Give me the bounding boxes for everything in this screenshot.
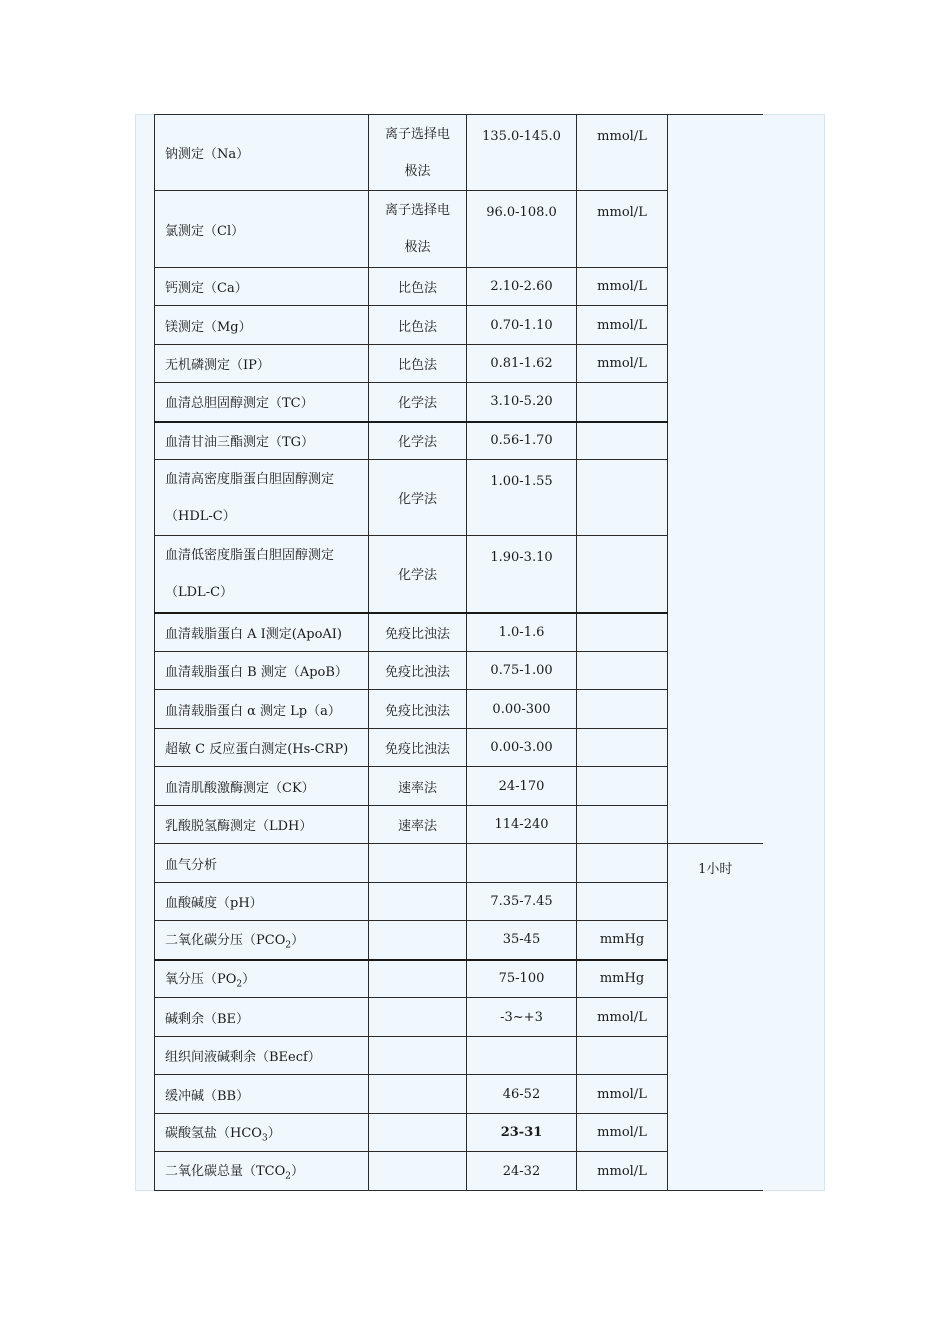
unit	[577, 883, 668, 921]
reference-range: 75-100	[467, 960, 577, 998]
test-method: 速率法	[369, 806, 467, 844]
test-method	[369, 844, 467, 883]
reference-range: 0.70-1.10	[467, 306, 577, 345]
blood-gas-turnaround-time: 1小时	[668, 844, 763, 1191]
turnaround-time	[668, 115, 763, 844]
test-name: 缓冲碱（BB）	[155, 1075, 369, 1114]
test-method: 化学法	[369, 383, 467, 422]
reference-range: 23-31	[467, 1114, 577, 1152]
unit	[577, 460, 668, 536]
test-method: 化学法	[369, 422, 467, 460]
test-name: 血清载脂蛋白 α 测定 Lp（a）	[155, 690, 369, 729]
unit: mmol/L	[577, 306, 668, 345]
test-method: 速率法	[369, 767, 467, 806]
unit	[577, 383, 668, 422]
reference-range: 24-32	[467, 1152, 577, 1191]
reference-range: 0.56-1.70	[467, 422, 577, 460]
test-method	[369, 1075, 467, 1114]
test-method	[369, 1152, 467, 1191]
reference-range: 114-240	[467, 806, 577, 844]
unit: mmol/L	[577, 1152, 668, 1191]
test-name: 血酸碱度（pH）	[155, 883, 369, 921]
reference-range: 0.81-1.62	[467, 345, 577, 383]
test-method: 化学法	[369, 536, 467, 613]
unit	[577, 844, 668, 883]
unit: mmHg	[577, 960, 668, 998]
reference-range: -3~+3	[467, 998, 577, 1037]
test-method	[369, 1037, 467, 1075]
test-method: 比色法	[369, 268, 467, 306]
unit: mmHg	[577, 921, 668, 960]
reference-range	[467, 844, 577, 883]
unit: mmol/L	[577, 998, 668, 1037]
test-method: 免疫比浊法	[369, 652, 467, 690]
test-method: 免疫比浊法	[369, 613, 467, 652]
test-name: 无机磷测定（IP）	[155, 345, 369, 383]
reference-range	[467, 1037, 577, 1075]
unit: mmol/L	[577, 115, 668, 191]
test-name: 血清载脂蛋白 A Ⅰ测定(ApoAI)	[155, 613, 369, 652]
unit	[577, 729, 668, 767]
test-method	[369, 921, 467, 960]
test-name: 血清肌酸激酶测定（CK）	[155, 767, 369, 806]
test-name: 镁测定（Mg）	[155, 306, 369, 345]
reference-range: 1.00-1.55	[467, 460, 577, 536]
test-method: 比色法	[369, 345, 467, 383]
test-method	[369, 998, 467, 1037]
test-method: 离子选择电 极法	[369, 115, 467, 191]
unit: mmol/L	[577, 1114, 668, 1152]
reference-range: 0.00-3.00	[467, 729, 577, 767]
test-method	[369, 960, 467, 998]
reference-range: 46-52	[467, 1075, 577, 1114]
test-name: 二氧化碳分压$(PCO_2)$	[155, 921, 369, 960]
test-name: 碱剩余（BE）	[155, 998, 369, 1037]
unit	[577, 767, 668, 806]
lab-reference-table	[154, 114, 763, 1191]
test-name: 氯测定（Cl）	[155, 191, 369, 268]
reference-range: 0.00-300	[467, 690, 577, 729]
reference-range: 24-170	[467, 767, 577, 806]
unit	[577, 422, 668, 460]
unit	[577, 536, 668, 613]
reference-range: 35-45	[467, 921, 577, 960]
test-name: 血气分析	[155, 844, 369, 883]
unit: mmol/L	[577, 345, 668, 383]
test-method	[369, 1114, 467, 1152]
test-name: 血清高密度脂蛋白胆固醇测定 （HDL-C）	[155, 460, 369, 536]
test-name: 钙测定（Ca）	[155, 268, 369, 306]
test-method: 免疫比浊法	[369, 690, 467, 729]
reference-range: 7.35-7.45	[467, 883, 577, 921]
test-name: 超敏 C 反应蛋白测定(Hs-CRP)	[155, 729, 369, 767]
reference-range: 1.0-1.6	[467, 613, 577, 652]
test-method: 离子选择电 极法	[369, 191, 467, 268]
test-name: 血清甘油三酯测定（TG）	[155, 422, 369, 460]
test-method: 比色法	[369, 306, 467, 345]
test-name: 钠测定（Na）	[155, 115, 369, 191]
reference-range: 3.10-5.20	[467, 383, 577, 422]
test-name: 乳酸脱氢酶测定（LDH）	[155, 806, 369, 844]
reference-range: 96.0-108.0	[467, 191, 577, 268]
unit: mmol/L	[577, 1075, 668, 1114]
unit	[577, 652, 668, 690]
unit: mmol/L	[577, 191, 668, 268]
table-row	[155, 844, 763, 883]
unit	[577, 1037, 668, 1075]
test-name: 血清总胆固醇测定（TC）	[155, 383, 369, 422]
test-method: 免疫比浊法	[369, 729, 467, 767]
test-name: 碳酸氢盐$(HCO_3)$	[155, 1114, 369, 1152]
test-name: 组织间液碱剩余（BEecf）	[155, 1037, 369, 1075]
test-name: 血清低密度脂蛋白胆固醇测定 （LDL-C）	[155, 536, 369, 613]
test-method: 化学法	[369, 460, 467, 536]
reference-range: 0.75-1.00	[467, 652, 577, 690]
unit	[577, 806, 668, 844]
reference-range: 135.0-145.0	[467, 115, 577, 191]
unit	[577, 690, 668, 729]
test-name: 氧分压$(PO_2)$	[155, 960, 369, 998]
reference-range: 2.10-2.60	[467, 268, 577, 306]
test-method	[369, 883, 467, 921]
table-row	[155, 115, 763, 191]
unit	[577, 613, 668, 652]
unit: mmol/L	[577, 268, 668, 306]
reference-range: 1.90-3.10	[467, 536, 577, 613]
test-name: 二氧化碳总量$(TCO_2)$	[155, 1152, 369, 1191]
test-name: 血清载脂蛋白 B 测定（ApoB）	[155, 652, 369, 690]
